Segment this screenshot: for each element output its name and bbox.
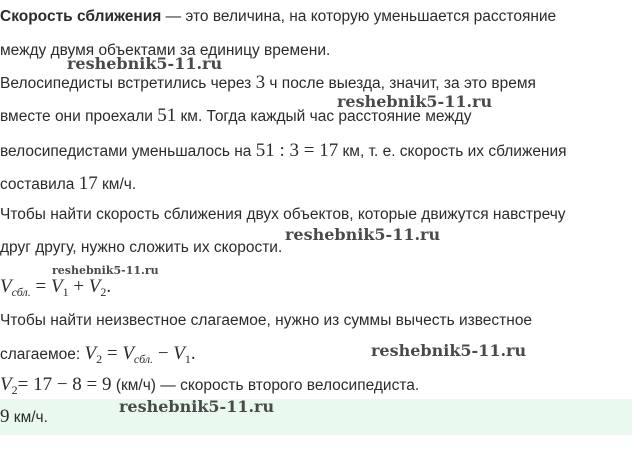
- rule-line-1: Чтобы найти скорость сближения двух объектов, которые движутся навстречу: [0, 206, 566, 223]
- definition-line-1: [0, 8, 556, 26]
- formula-sum: $V_{сбл.} = V_1 + V_2$.: [0, 276, 112, 299]
- watermark: reshebnik5-11.ru: [52, 264, 159, 277]
- rule-line-2: друг другу, нужно сложить их скорости.: [0, 239, 283, 256]
- closing-speed-value: 17: [78, 173, 98, 194]
- text-line-division: велосипедистами уменьшалось на 51 : 3 = 17 км, т. е. скорость их сближения: [0, 140, 567, 161]
- answer-value: 9: [0, 406, 10, 427]
- definition-term: Скорость сближения: [0, 8, 162, 25]
- distance-value: 51: [157, 105, 177, 126]
- answer-box: [0, 399, 632, 435]
- hours-value: 3: [255, 72, 266, 93]
- addend-rule-line-1: Чтобы найти неизвестное слагаемое, нужно из суммы вычесть известное: [0, 312, 533, 329]
- definition-line-2: между двумя объектами за единицу времени.: [0, 42, 331, 59]
- watermark: reshebnik5-11.ru: [371, 341, 527, 360]
- watermark: reshebnik5-11.ru: [67, 54, 223, 73]
- text-line-distance: вместе они проехали 51 км. Тогда каждый час расстояние между: [0, 105, 472, 126]
- addend-rule-line-2: слагаемое: $V_2 = V_{сбл.} - V_1$.: [0, 343, 196, 366]
- definition-text: — это величина, на которую уменьшается расстояние: [161, 8, 557, 25]
- watermark: reshebnik5-11.ru: [337, 92, 493, 111]
- answer-line: [0, 406, 48, 428]
- computation-line: $V_2= 17 - 8 = 9$ (км/ч) — скорость второго велосипедиста.: [0, 374, 420, 397]
- computation-expression: = 17 − 8 = 9: [17, 374, 112, 395]
- watermark: reshebnik5-11.ru: [285, 225, 441, 244]
- division-expression: 51 : 3 = 17: [255, 140, 339, 161]
- watermark: reshebnik5-11.ru: [119, 397, 275, 416]
- answer-unit: км/ч.: [9, 409, 48, 426]
- text-line-hours: Велосипедисты встретились через 3 ч после выезда, значит, за это время: [0, 72, 536, 93]
- text-line-result: составила 17 км/ч.: [0, 173, 137, 194]
